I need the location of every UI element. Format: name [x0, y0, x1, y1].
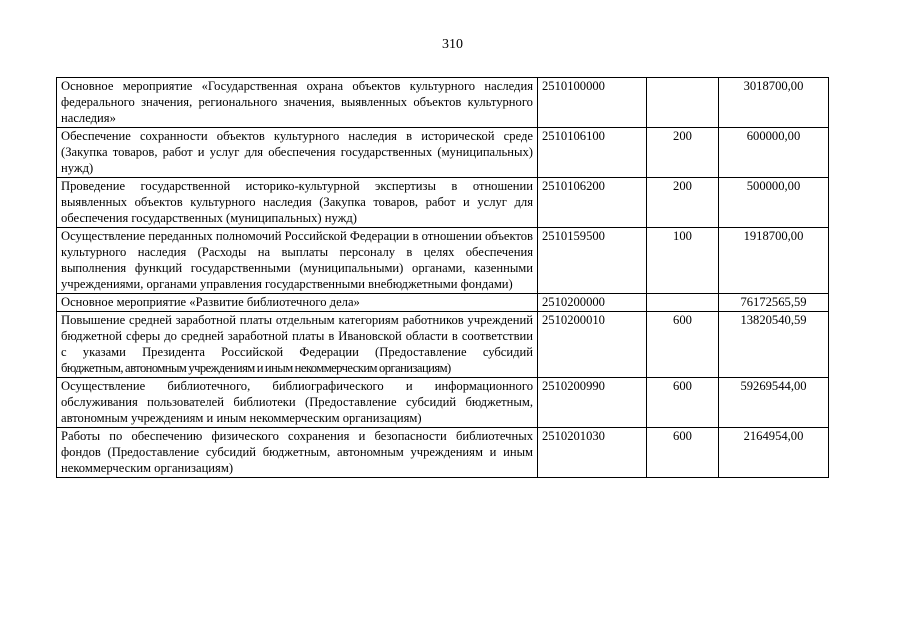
target-article-code-cell: 2510200000: [538, 294, 647, 312]
expense-name-line: Обеспечение сохранности объектов культурного наследия в: [61, 129, 413, 143]
expense-type-cell: 100: [647, 228, 719, 294]
table-row: [57, 312, 829, 378]
target-article-code-cell: 2510106200: [538, 178, 647, 228]
expense-type-cell: 600: [647, 378, 719, 428]
target-article-code-cell: 2510201030: [538, 428, 647, 478]
table-row: [57, 178, 829, 228]
table-row: [57, 128, 829, 178]
expense-name-line: (муниципальными) органами, казенными учреждениями, органами: [61, 261, 533, 291]
target-article-code-cell: 2510100000: [538, 78, 647, 128]
expense-name-line: отношении выявленных объектов культурного наследия (Закупка: [61, 179, 533, 209]
expense-name-cell: [57, 294, 538, 312]
table-row: [57, 294, 829, 312]
amount-cell: 600000,00: [719, 128, 829, 178]
target-article-code-cell: 2510159500: [538, 228, 647, 294]
expense-name-line: Основное мероприятие «Развитие библиотечного дела»: [61, 295, 360, 309]
expense-name-line: автономным учреждениям и иным некоммерческим организациям): [61, 445, 533, 475]
budget-table-body: [57, 78, 829, 478]
amount-cell: 13820540,59: [719, 312, 829, 378]
expense-name-line: Осуществление библиотечного, библиографического и: [61, 379, 413, 393]
expense-name-line: наследия федерального значения, регионального значения, выявленных: [61, 79, 533, 109]
table-row: [57, 228, 829, 294]
expense-name-cell: [57, 428, 538, 478]
table-row: [57, 428, 829, 478]
expense-name-line: товаров, работ и услуг для обеспечения государственных: [61, 195, 533, 225]
expense-name-line: платы в Ивановской области в соответствии с указами: [61, 329, 533, 359]
expense-name-line: библиотечных фондов (Предоставление субсидий бюджетным,: [61, 429, 533, 459]
target-article-code-cell: 2510200990: [538, 378, 647, 428]
expense-type-cell: [647, 294, 719, 312]
amount-cell: 59269544,00: [719, 378, 829, 428]
expense-name-line: Осуществление переданных полномочий Российской Федерации в: [61, 229, 419, 243]
expense-type-cell: [647, 78, 719, 128]
amount-cell: 3018700,00: [719, 78, 829, 128]
table-row: [57, 378, 829, 428]
expense-name-cell: [57, 178, 538, 228]
expense-name-cell: [57, 378, 538, 428]
expense-name-line: управления государственными внебюджетными фондами): [200, 277, 513, 291]
amount-cell: 76172565,59: [719, 294, 829, 312]
expense-type-cell: 600: [647, 428, 719, 478]
expense-name-cell: [57, 312, 538, 378]
expense-name-line: Повышение средней заработной платы отдельным категориям: [61, 313, 399, 327]
expense-name-line: Проведение государственной историко-культурной экспертизы в: [61, 179, 458, 193]
expense-type-cell: 600: [647, 312, 719, 378]
expense-name-line: персоналу в целях обеспечения выполнения функций государственными: [61, 245, 533, 275]
expense-name-line: отношении объектов культурного наследия (Расходы на выплаты: [61, 229, 533, 259]
expense-type-cell: 200: [647, 178, 719, 228]
expense-name-line: государственных (муниципальных) нужд): [61, 145, 533, 175]
amount-cell: 2164954,00: [719, 428, 829, 478]
expense-name-line: Работы по обеспечению физического сохранения и безопасности: [61, 429, 447, 443]
expense-name-line: иным некоммерческим организациям): [216, 411, 422, 425]
expense-name-line: (Предоставление субсидий бюджетным, автономным учреждениям и: [61, 395, 533, 425]
expense-name-line: информационного обслуживания пользователей библиотеки: [61, 379, 533, 409]
target-article-code-cell: 2510200010: [538, 312, 647, 378]
expense-name-line: исторической среде (Закупка товаров, работ и услуг для обеспечения: [61, 129, 533, 159]
expense-name-line: бюджетным, автономным учреждениям и иным некоммерческим организациям): [61, 361, 451, 375]
expense-name-cell: [57, 78, 538, 128]
page-number: 310: [442, 37, 463, 52]
expense-name-line: работников учреждений бюджетной сферы до средней заработной: [61, 313, 533, 343]
amount-cell: 1918700,00: [719, 228, 829, 294]
amount-cell: 500000,00: [719, 178, 829, 228]
budget-table: [56, 77, 829, 478]
expense-name-line: объектов культурного наследия»: [61, 95, 533, 125]
expense-name-line: (муниципальных) нужд): [226, 211, 357, 225]
expense-name-line: Основное мероприятие «Государственная охрана объектов культурного: [61, 79, 476, 93]
expense-name-line: Президента Российской Федерации (Предоставление субсидий: [142, 345, 533, 359]
expense-type-cell: 200: [647, 128, 719, 178]
table-row: [57, 78, 829, 128]
expense-name-cell: [57, 128, 538, 178]
expense-name-cell: [57, 228, 538, 294]
target-article-code-cell: 2510106100: [538, 128, 647, 178]
